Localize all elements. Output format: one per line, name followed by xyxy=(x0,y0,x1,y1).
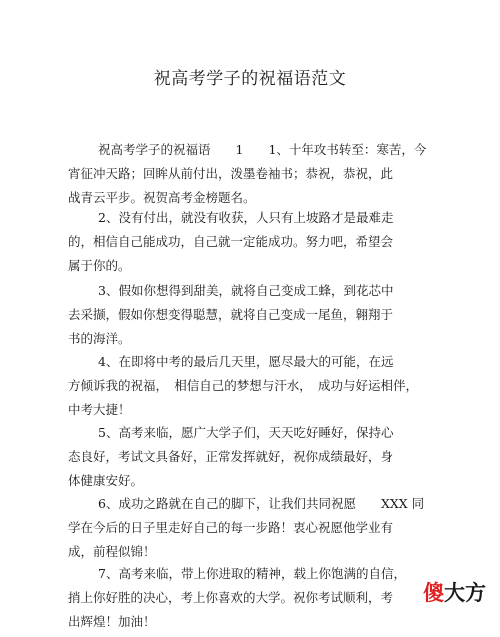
paragraph-5 xyxy=(68,421,418,493)
paragraph-line: 祝高考学子的祝福语 1 1、十年攻书转至：寒苦，今 xyxy=(98,142,427,157)
paragraph-line: 5、高考来临，愿广大学子们，天天吃好睡好，保持心 xyxy=(98,425,394,440)
paragraph-line: 战青云平步。祝贺高考金榜题名。 xyxy=(68,190,256,205)
paragraph-line: 体健康安好。 xyxy=(68,473,144,488)
paragraph-line: 书的海洋。 xyxy=(68,331,131,346)
paragraph-line: 捎上你好胜的决心，考上你喜欢的大学。祝你考试顺利，考 xyxy=(68,590,394,605)
paragraph-6 xyxy=(68,492,425,564)
page-title: 祝高考学子的祝福语范文 xyxy=(153,69,347,89)
paragraph-line: 3、假如你想得到甜美，就将自己变成工蜂，到花芯中 xyxy=(98,283,394,298)
paragraph-line: 中考大捷！ xyxy=(68,402,131,417)
paragraph-line: 态良好，考试文具备好，正常发挥就好，祝你成绩最好，身 xyxy=(68,449,394,464)
paragraph-line: 6、成功之路就在自己的脚下，让我们共同祝愿 XXX 同 xyxy=(98,496,425,511)
watermark-dark-text: 大方 xyxy=(444,581,486,605)
paragraph-2 xyxy=(68,206,418,278)
paragraph-line: 4、在即将中考的最后几天里，愿尽最大的可能，在远 xyxy=(98,354,394,369)
paragraph-4 xyxy=(68,350,418,422)
paragraph-1 xyxy=(68,138,427,210)
paragraph-line: 的，相信自己能成功，自己就一定能成功。努力吧，希望会 xyxy=(68,234,394,249)
watermark-red-text: 傻 xyxy=(423,581,444,605)
paragraph-line: 成，前程似锦！ xyxy=(68,544,156,559)
paragraph-line: 出辉煌！加油！ xyxy=(68,614,156,629)
paragraph-7 xyxy=(68,562,418,634)
paragraph-3 xyxy=(68,279,418,351)
paragraph-line: 去采撷，假如你想变得聪慧，就将自己变成一尾鱼，翱翔于 xyxy=(68,307,394,322)
paragraph-line: 属于你的。 xyxy=(68,258,131,273)
watermark-logo xyxy=(423,577,486,607)
paragraph-line: 学在今后的日子里走好自己的每一步路！衷心祝愿他学业有 xyxy=(68,520,394,535)
paragraph-line: 宵征冲天路；回眸从前付出，泼墨卷袖书；恭祝，恭祝，此 xyxy=(68,166,394,181)
paragraph-line: 2、没有付出，就没有收获，人只有上坡路才是最难走 xyxy=(98,210,394,225)
paragraph-line: 方倾诉我的祝福， 相信自己的梦想与汗水， 成功与好运相伴， xyxy=(68,378,419,393)
paragraph-line: 7、高考来临，带上你进取的精神，载上你饱满的自信， xyxy=(98,566,406,581)
